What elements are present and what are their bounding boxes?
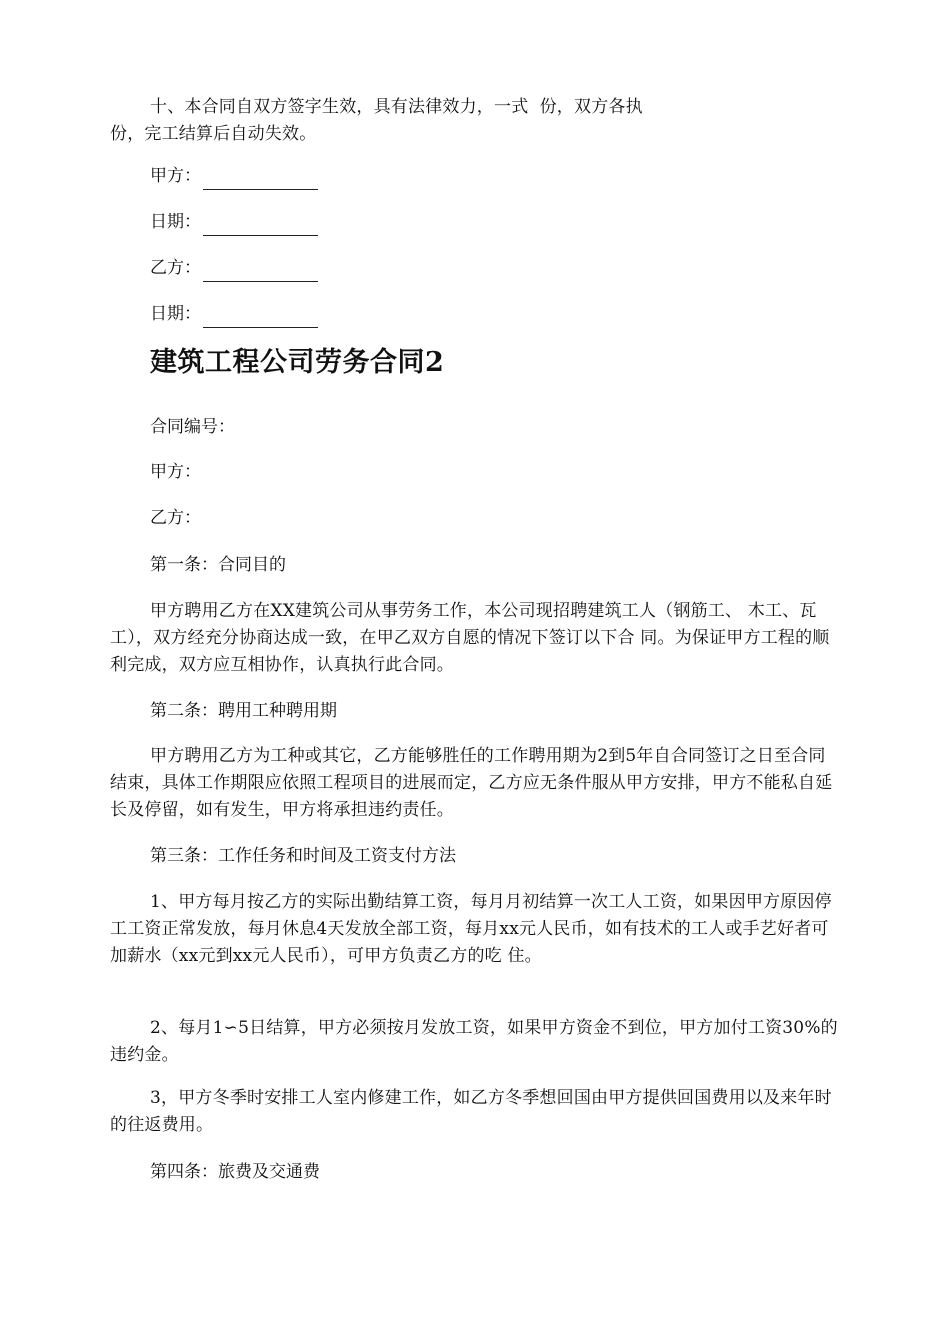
signature-blank-line <box>203 171 318 190</box>
signature-date-b <box>150 301 318 328</box>
party-b-field: 乙方： <box>150 508 201 528</box>
signature-party-a <box>150 163 318 190</box>
signature-party-b <box>150 255 318 282</box>
signature-label: 日期： <box>150 304 201 324</box>
signature-blank-line <box>203 263 318 282</box>
signature-label: 乙方： <box>150 258 201 278</box>
section-3-item-1: 1、甲方每月按乙方的实际出勤结算工资，每月月初结算一次工人工资，如果因甲方原因停工工资正常发放，每月休息4天发放全部工资，每月xx元人民币，如有技术的工人或手艺好者可加薪水（xx元到xx元人民币），可甲方负责乙方的吃 住。 <box>110 892 832 966</box>
section-3-item-3: 3，甲方冬季时安排工人室内修建工作，如乙方冬季想回国由甲方提供回国费用以及来年时的往返费用。 <box>110 1088 832 1135</box>
clause-ten-line1: 十、本合同自双方签字生效，具有法律效力，一式 份，双方各执 <box>150 97 643 117</box>
section-4-heading: 第四条：旅费及交通费 <box>150 1162 320 1182</box>
section-2-heading: 第二条：聘用工种聘用期 <box>150 701 337 721</box>
section-1-heading: 第一条：合同目的 <box>150 555 286 575</box>
signature-blank-line <box>203 309 318 328</box>
signature-blank-line <box>203 217 318 236</box>
signature-date-a <box>150 209 318 236</box>
clause-ten-line2: 份，完工结算后自动失效。 <box>110 124 317 144</box>
signature-label: 日期： <box>150 212 201 232</box>
contract-number-field: 合同编号： <box>150 417 235 437</box>
section-3-item-2: 2、每月1∽5日结算，甲方必须按月发放工资，如果甲方资金不到位，甲方加付工资30%的违约金。 <box>110 1018 838 1065</box>
signature-label: 甲方： <box>150 166 201 186</box>
section-1-body: 甲方聘用乙方在XX建筑公司从事劳务工作，本公司现招聘建筑工人（钢筋工、 木工、瓦工），双方经充分协商达成一致，在甲乙双方自愿的情况下签订以下合 同。为保证甲方工程的顺利完成，双方应互相协作，认真执行此合同。 <box>110 601 830 675</box>
contract-title: 建筑工程公司劳务合同2 <box>150 347 445 378</box>
section-2-body: 甲方聘用乙方为工种或其它，乙方能够胜任的工作聘用期为2到5年自合同签订之日至合同结束，具体工作期限应依照工程项目的进展而定，乙方应无条件服从甲方安排，甲方不能私自延长及停留，如有发生，甲方将承担违约责任。 <box>110 746 833 820</box>
section-3-heading: 第三条：工作任务和时间及工资支付方法 <box>150 846 456 866</box>
party-a-field: 甲方： <box>150 462 201 482</box>
